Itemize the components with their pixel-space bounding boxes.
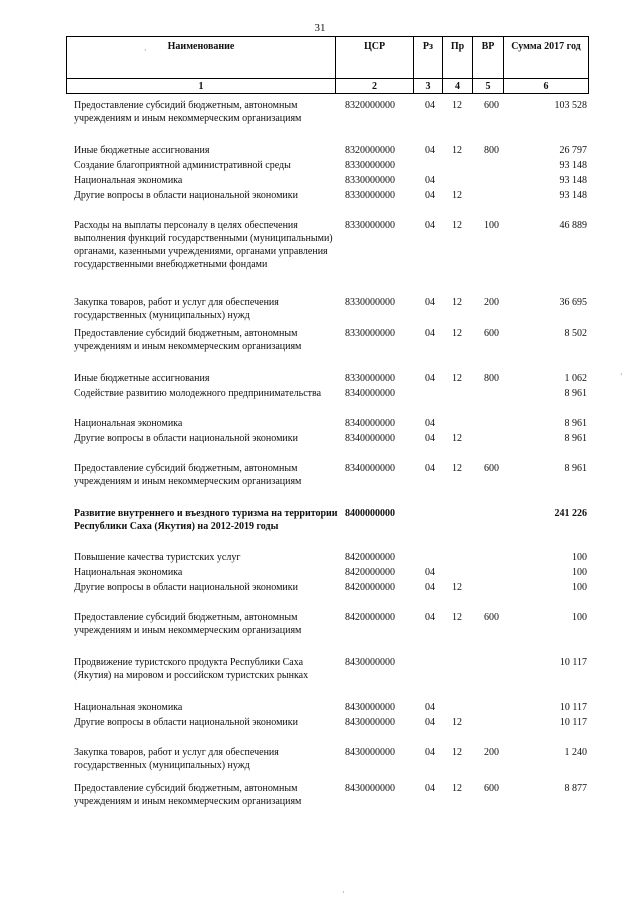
row-csr: 8340000000 [345, 463, 395, 474]
row-pr: 12 [452, 145, 462, 156]
row-rz: 04 [425, 373, 435, 384]
row-sum: 100 [572, 567, 587, 578]
row-pr: 12 [452, 373, 462, 384]
row-vr: 600 [484, 783, 499, 794]
row-sum: 36 695 [559, 297, 587, 308]
row-csr: 8340000000 [345, 433, 395, 444]
row-name: Содействие развитию молодежного предпринимательства [74, 388, 322, 399]
row-name: Расходы на выплаты персоналу в целях обеспечения выполнения функций государственными (муниципальными) органами, казенными учреждениями, органами управления государственными внебюджетными фондами [74, 220, 333, 270]
row-csr: 8420000000 [345, 567, 395, 578]
row-sum: 8 961 [564, 418, 587, 429]
column-number-3: 3 [414, 79, 443, 94]
row-csr: 8420000000 [345, 552, 395, 563]
row-csr: 8430000000 [345, 783, 395, 794]
row-name: Другие вопросы в области национальной экономики [74, 582, 298, 593]
row-rz: 04 [425, 567, 435, 578]
row-rz: 04 [425, 175, 435, 186]
row-name: Предоставление субсидий бюджетным, автономным учреждениям и иным некоммерческим организациям [74, 612, 302, 636]
row-csr: 8430000000 [345, 702, 395, 713]
row-name: Предоставление субсидий бюджетным, автономным учреждениям и иным некоммерческим организациям [74, 100, 302, 124]
row-rz: 04 [425, 145, 435, 156]
row-sum: 100 [572, 612, 587, 623]
row-pr: 12 [452, 747, 462, 758]
row-name: Национальная экономика [74, 567, 183, 578]
column-number-2: 2 [336, 79, 414, 94]
row-name: Предоставление субсидий бюджетным, автономным учреждениям и иным некоммерческим организациям [74, 463, 302, 487]
scan-mark: · [342, 888, 345, 897]
column-header-sum: Сумма 2017 год [504, 37, 589, 79]
row-csr: 8330000000 [345, 373, 395, 384]
row-csr: 8330000000 [345, 220, 395, 231]
row-csr: 8430000000 [345, 747, 395, 758]
row-name: Предоставление субсидий бюджетным, автономным учреждениям и иным некоммерческим организациям [74, 328, 302, 352]
column-header-rz: Рз [414, 37, 443, 79]
row-pr: 12 [452, 220, 462, 231]
row-name: Иные бюджетные ассигнования [74, 145, 210, 156]
row-name: Закупка товаров, работ и услуг для обеспечения государственных (муниципальных) нужд [74, 297, 279, 321]
row-rz: 04 [425, 717, 435, 728]
row-pr: 12 [452, 717, 462, 728]
row-csr: 8340000000 [345, 418, 395, 429]
scan-mark: · [620, 370, 623, 379]
row-sum: 8 877 [564, 783, 587, 794]
row-name: Национальная экономика [74, 702, 183, 713]
row-sum: 8 502 [564, 328, 587, 339]
row-sum: 93 148 [559, 190, 587, 201]
row-csr: 8320000000 [345, 100, 395, 111]
row-csr: 8330000000 [345, 160, 395, 171]
column-header-csr: ЦСР [336, 37, 414, 79]
row-csr: 8330000000 [345, 190, 395, 201]
row-csr: 8430000000 [345, 717, 395, 728]
row-sum: 10 117 [559, 657, 587, 668]
row-rz: 04 [425, 612, 435, 623]
row-rz: 04 [425, 328, 435, 339]
scan-mark: · [144, 46, 147, 55]
row-vr: 200 [484, 747, 499, 758]
row-name: Развитие внутреннего и въездного туризма на территории Республики Саха (Якутия) на 2012-2019 годы [74, 508, 338, 532]
row-name: Другие вопросы в области национальной экономики [74, 190, 298, 201]
row-name: Иные бюджетные ассигнования [74, 373, 210, 384]
row-rz: 04 [425, 418, 435, 429]
row-sum: 8 961 [564, 388, 587, 399]
row-rz: 04 [425, 582, 435, 593]
column-header-vr: ВР [473, 37, 504, 79]
row-vr: 800 [484, 373, 499, 384]
row-rz: 04 [425, 220, 435, 231]
row-csr: 8340000000 [345, 388, 395, 399]
row-csr: 8330000000 [345, 328, 395, 339]
row-sum: 241 226 [554, 508, 587, 519]
row-sum: 1 062 [564, 373, 587, 384]
table-header [66, 36, 589, 94]
column-header-pr: Пр [443, 37, 473, 79]
column-number-5: 5 [473, 79, 504, 94]
row-csr: 8330000000 [345, 297, 395, 308]
row-vr: 600 [484, 328, 499, 339]
row-vr: 100 [484, 220, 499, 231]
row-name: Повышение качества туристских услуг [74, 552, 241, 563]
row-sum: 26 797 [559, 145, 587, 156]
row-vr: 200 [484, 297, 499, 308]
row-sum: 93 148 [559, 175, 587, 186]
row-csr: 8320000000 [345, 145, 395, 156]
row-sum: 100 [572, 552, 587, 563]
row-name: Национальная экономика [74, 418, 183, 429]
row-pr: 12 [452, 100, 462, 111]
row-name: Другие вопросы в области национальной экономики [74, 717, 298, 728]
row-pr: 12 [452, 190, 462, 201]
row-sum: 10 117 [559, 717, 587, 728]
row-name: Создание благоприятной административной среды [74, 160, 291, 171]
row-rz: 04 [425, 190, 435, 201]
column-number-6: 6 [504, 79, 589, 94]
row-csr: 8330000000 [345, 175, 395, 186]
row-rz: 04 [425, 297, 435, 308]
row-pr: 12 [452, 783, 462, 794]
row-sum: 1 240 [564, 747, 587, 758]
row-rz: 04 [425, 747, 435, 758]
row-sum: 46 889 [559, 220, 587, 231]
row-name: Национальная экономика [74, 175, 183, 186]
column-number-4: 4 [443, 79, 473, 94]
row-sum: 100 [572, 582, 587, 593]
row-pr: 12 [452, 582, 462, 593]
row-csr: 8400000000 [345, 508, 395, 519]
row-csr: 8430000000 [345, 657, 395, 668]
row-sum: 93 148 [559, 160, 587, 171]
row-sum: 8 961 [564, 433, 587, 444]
row-name: Закупка товаров, работ и услуг для обеспечения государственных (муниципальных) нужд [74, 747, 279, 771]
column-header-name: Наименование [67, 37, 336, 79]
row-sum: 8 961 [564, 463, 587, 474]
row-name: Продвижение туристского продукта Республики Саха (Якутия) на мировом и российском туристских рынках [74, 657, 309, 681]
row-pr: 12 [452, 328, 462, 339]
row-pr: 12 [452, 433, 462, 444]
row-pr: 12 [452, 612, 462, 623]
row-csr: 8420000000 [345, 612, 395, 623]
row-vr: 600 [484, 463, 499, 474]
row-vr: 800 [484, 145, 499, 156]
row-csr: 8420000000 [345, 582, 395, 593]
row-vr: 600 [484, 612, 499, 623]
row-rz: 04 [425, 463, 435, 474]
page-number: 31 [314, 22, 326, 34]
row-rz: 04 [425, 702, 435, 713]
row-rz: 04 [425, 100, 435, 111]
row-name: Другие вопросы в области национальной экономики [74, 433, 298, 444]
row-vr: 600 [484, 100, 499, 111]
row-sum: 10 117 [559, 702, 587, 713]
column-number-1: 1 [67, 79, 336, 94]
row-pr: 12 [452, 463, 462, 474]
row-name: Предоставление субсидий бюджетным, автономным учреждениям и иным некоммерческим организациям [74, 783, 302, 807]
row-rz: 04 [425, 783, 435, 794]
row-rz: 04 [425, 433, 435, 444]
row-sum: 103 528 [554, 100, 587, 111]
row-pr: 12 [452, 297, 462, 308]
